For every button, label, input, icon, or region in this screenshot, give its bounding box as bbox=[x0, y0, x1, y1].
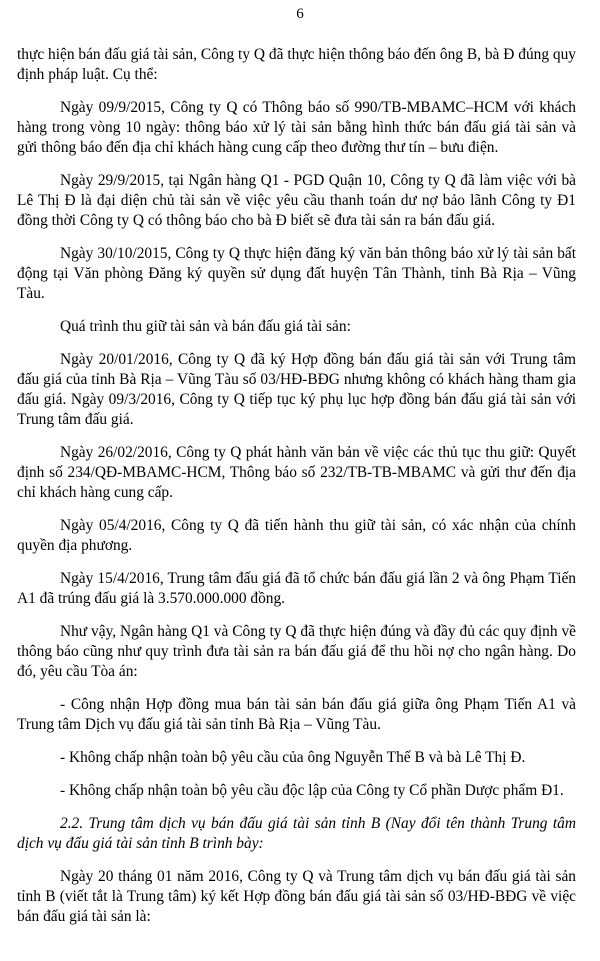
paragraph-process-heading: Quá trình thu giữ tài sản và bán đấu giá tài sản: bbox=[60, 318, 351, 335]
paragraph-seizure-0504: Ngày 05/4/2016, Công ty Q đã tiến hành thu giữ tài sản, có xác nhận của chính quyền địa phương. bbox=[17, 517, 576, 554]
page-number: 6 bbox=[296, 6, 304, 22]
paragraph-conclusion: Như vậy, Ngân hàng Q1 và Công ty Q đã thực hiện đúng và đầy đủ các quy định về thông báo cũng như quy trình đưa tài sản ra bán đấu giá để thu hồi nợ cho ngân hàng. Do đó, yêu cầu Tòa án: bbox=[17, 623, 576, 680]
paragraph-contract-2001: Ngày 20/01/2016, Công ty Q đã ký Hợp đồng bán đấu giá tài sản với Trung tâm đấu giá của tỉnh Bà Rịa – Vũng Tàu số 03/HĐ-BĐG nhưng không có khách hàng tham gia đấu giá. Ngày 09/3/2016, Công ty Q tiếp tục ký phụ lục hợp đồng bán đấu giá tài sản với Trung tâm đấu giá. bbox=[17, 351, 576, 428]
paragraph-seizure-docs-2602: Ngày 26/02/2016, Công ty Q phát hành văn bản về việc các thủ tục thu giữ: Quyết định số 234/QĐ-MBAMC-HCM, Thông báo số 232/TB-TB-MBAMC và gửi thư đến địa chỉ khách hàng cung cấp. bbox=[17, 444, 576, 501]
request-item-2: - Không chấp nhận toàn bộ yêu cầu của ông Nguyễn Thế B và bà Lê Thị Đ. bbox=[60, 749, 526, 766]
paragraph-notice-0909: Ngày 09/9/2015, Công ty Q có Thông báo số 990/TB-MBAMC–HCM với khách hàng trong vòng 10 ngày: thông báo xử lý tài sản bằng hình thức bán đấu giá tài sản và gửi thông báo đến địa chỉ khách hàng cung cấp theo đường thư tín – bưu điện. bbox=[17, 99, 576, 156]
paragraph-continuation: thực hiện bán đấu giá tài sản, Công ty Q đã thực hiện thông báo đến ông B, bà Đ đúng quy định pháp luật. Cụ thể: bbox=[17, 46, 576, 83]
request-item-1: - Công nhận Hợp đồng mua bán tài sản bán đấu giá giữa ông Phạm Tiến A1 và Trung tâm Dịch vụ đấu giá tài sản tỉnh Bà Rịa – Vũng Tàu. bbox=[17, 696, 576, 733]
paragraph-center-contract: Ngày 20 tháng 01 năm 2016, Công ty Q và Trung tâm dịch vụ bán đấu giá tài sản tỉnh B (viết tắt là Trung tâm) ký kết Hợp đồng bán đấu giá tài sản số 03/HĐ-BĐG về việc bán đấu giá tài sản là: bbox=[17, 868, 576, 925]
request-item-3: - Không chấp nhận toàn bộ yêu cầu độc lập của Công ty Cổ phần Dược phẩm Đ1. bbox=[60, 782, 564, 799]
paragraph-registration-3010: Ngày 30/10/2015, Công ty Q thực hiện đăng ký văn bản thông báo xử lý tài sản bất động tại Văn phòng Đăng ký quyền sử dụng đất huyện Tân Thành, tỉnh Bà Rịa – Vũng Tàu. bbox=[17, 245, 576, 302]
paragraph-meeting-2909: Ngày 29/9/2015, tại Ngân hàng Q1 - PGD Quận 10, Công ty Q đã làm việc với bà Lê Thị Đ là đại diện chủ tài sản về việc yêu cầu thanh toán dư nợ bảo lãnh Công ty Đ1 đồng thời Công ty Q có thông báo cho bà Đ biết sẽ đưa tài sản ra bán đấu giá. bbox=[17, 172, 576, 229]
document-body bbox=[17, 45, 576, 940]
paragraph-auction-1504: Ngày 15/4/2016, Trung tâm đấu giá đã tổ chức bán đấu giá lần 2 và ông Phạm Tiến A1 đã trúng đấu giá là 3.570.000.000 đồng. bbox=[17, 570, 576, 607]
section-heading-2-2: 2.2. Trung tâm dịch vụ bán đấu giá tài sản tỉnh B (Nay đổi tên thành Trung tâm dịch vụ đấu giá tài sản tỉnh B trình bày: bbox=[17, 815, 576, 852]
